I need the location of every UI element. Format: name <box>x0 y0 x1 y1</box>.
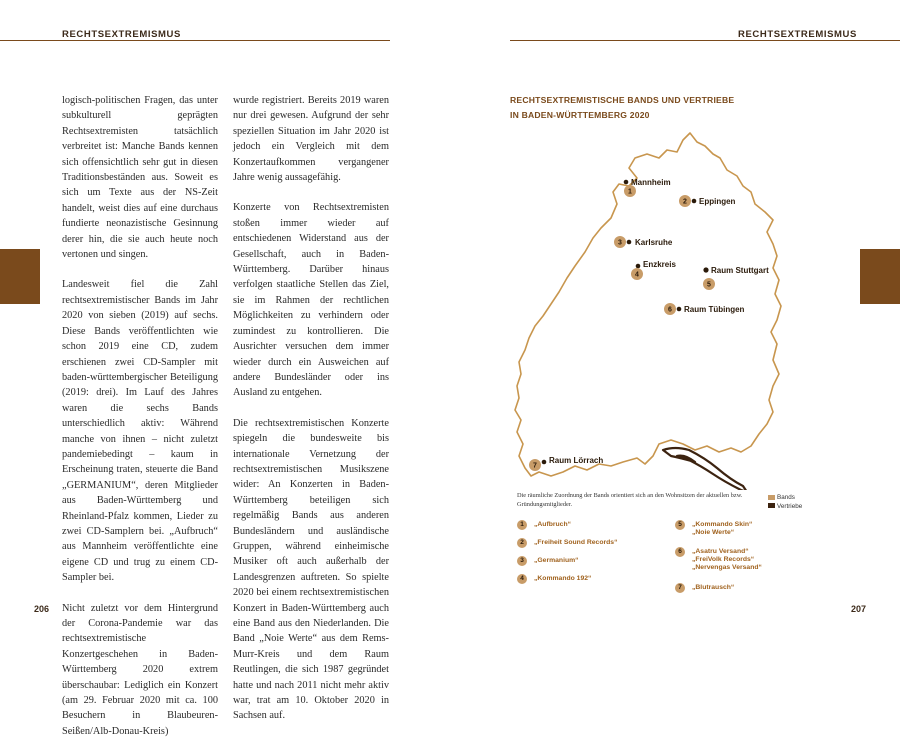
map-title-line-1: RECHTSEXTREMISTISCHE BANDS UND VERTRIEBE <box>510 95 735 105</box>
marker-7-label: 7 <box>533 462 537 470</box>
map-title <box>510 93 734 122</box>
page-number-right: 207 <box>851 604 867 614</box>
paragraph: Landesweit fiel die Zahl rechtsextremistischer Bands im Jahr 2020 von sieben (2019) auf sechs. Diese Bands veröffentlichten wie schon 2019 eine CD, zudem erschienen zwei CD-Sampler mit baden-württembergischer Beteiligung (2019: drei). Im Lauf des Jahres waren die sechs Bands unterschiedlich aktiv: Während manche von ihnen – nicht zuletzt pandemiebedingt – kaum in Erscheinung traten, steuerte die Band „GERMANIUM“, deren Mitglieder aus Baden-Württemberg und Rheinland-Pfalz kommen, Lieder zu zwei CD-Samplern bei. „Aufbruch“ aus Mannheim veröffentlichte eine eigene CD und trug zu einem CD-Sampler bei. <box>62 279 218 584</box>
city-label-mannheim: Mannheim <box>631 178 671 187</box>
city-label-loerrach: Raum Lörrach <box>549 456 604 465</box>
marker-6-label: 6 <box>668 306 672 314</box>
map-legend <box>768 494 802 511</box>
city-dot-eppingen <box>692 199 697 204</box>
city-label-karlsruhe: Karlsruhe <box>635 238 673 247</box>
paragraph: Konzerte von Rechtsextremisten stoßen immer wieder auf entschiedenen Widerstand aus der Gesellschaft, auch in Baden-Württemberg. Darüber hinaus verfolgen staatliche Stellen das Ziel, sie im Rahmen der rechtlichen Möglichkeiten zu verhindern oder zumindest zu kontrollieren. Die Ausrichter versuchen dem immer wieder durch ein Ausweichen auf andere Bundesländer oder ins Ausland zu entgehen. <box>233 202 389 399</box>
header-rule-right <box>510 40 900 41</box>
chapter-tab-left <box>0 249 40 304</box>
running-header-right: RECHTSEXTREMISMUS <box>738 29 857 40</box>
legend-swatch-bands <box>768 495 775 500</box>
legend-swatch-vertriebe <box>768 503 775 508</box>
city-dot-tuebingen <box>677 307 682 312</box>
header-rule-left <box>0 40 390 41</box>
city-dot-stuttgart <box>703 267 708 272</box>
paragraph: Die rechtsextremistischen Konzerte spiegeln die bundesweite bis internationale Vernetzung der rechtsextremistischen Musikszene wider: An Konzerten in Baden-Württemberg beteiligen sich regelmäßig Bands aus anderen Bundesländern und ausländische Gruppen, während einheimische Musiker oft auch außerhalb der Landesgrenzen auftreten. So spielte 2020 bei einem rechtsextremistischen Konzert in Baden-Württemberg auch eine Band aus den Niederlanden. Die Band „Noie Werte“ aus dem Rems-Murr-Kreis und dem Raum Reutlingen, die sich 1987 gegründet hatte und nach 2011 nicht mehr aktiv war, trat am 10. Oktober 2020 in Sachsen auf. <box>233 417 389 722</box>
chapter-tab-right <box>860 249 900 304</box>
paragraph: wurde registriert. Bereits 2019 waren nur drei gewesen. Aufgrund der sehr speziellen Situation im Jahr 2020 ist jedoch ein Vergleich mit dem Konzertaufkommen vergangener Jahre wenig aussagefähig. <box>233 95 389 184</box>
marker-3-label: 3 <box>618 239 622 247</box>
map-title-line-2: IN BADEN-WÜRTTEMBERG 2020 <box>510 109 650 120</box>
text-column-2 <box>233 93 389 739</box>
paragraph: logisch-politischen Fragen, das unter subkulturell geprägten Rechtsextremisten tatsächlich verbreitet ist: Manche Bands kennen sich offensichtlich sehr gut in diesen Traditionsbeständen aus. Soweit es sich um Texte aus der NS-Zeit handelt, weist dies auf eine durchaus fundierte neonazistische Gesinnung derer hin, die sie auch heute noch vertonen und singen. <box>62 95 218 261</box>
marker-4-label: 4 <box>635 271 639 279</box>
running-header-left: RECHTSEXTREMISMUS <box>62 29 181 40</box>
city-dot-loerrach <box>542 460 547 465</box>
paragraph: Nicht zuletzt vor dem Hintergrund der Corona-Pandemie war das rechtsextremistische Konzertgeschehen in Baden-Württemberg 2020 extrem überschaubar: Lediglich ein Konzert (am 29. Februar 2020 mit ca. 100 Besuchern in Blaubeuren-Seißen/Alb-Donau-Kreis) <box>62 602 218 737</box>
city-dot-karlsruhe <box>627 240 632 245</box>
legend-bands: Bands <box>768 494 802 503</box>
marker-5-label: 5 <box>707 281 711 289</box>
legend-vertriebe: Vertriebe <box>768 503 802 512</box>
text-column-1 <box>62 93 218 754</box>
city-label-stuttgart: Raum Stuttgart <box>711 266 769 275</box>
map-caption: Die räumliche Zuordnung der Bands orientiert sich an den Wohnsitzen der aktuellen bzw. Gründungsmitglieder. <box>517 492 743 508</box>
city-dot-enzkreis <box>636 264 641 269</box>
marker-1-label: 1 <box>628 188 632 196</box>
city-label-tuebingen: Raum Tübingen <box>684 305 745 314</box>
city-label-enzkreis: Enzkreis <box>643 260 676 269</box>
baden-wuerttemberg-map <box>505 128 795 490</box>
lake-constance <box>663 448 747 490</box>
marker-2-label: 2 <box>683 198 687 206</box>
city-label-eppingen: Eppingen <box>699 197 736 206</box>
page-number-left: 206 <box>34 604 50 614</box>
city-dot-mannheim <box>624 180 629 185</box>
